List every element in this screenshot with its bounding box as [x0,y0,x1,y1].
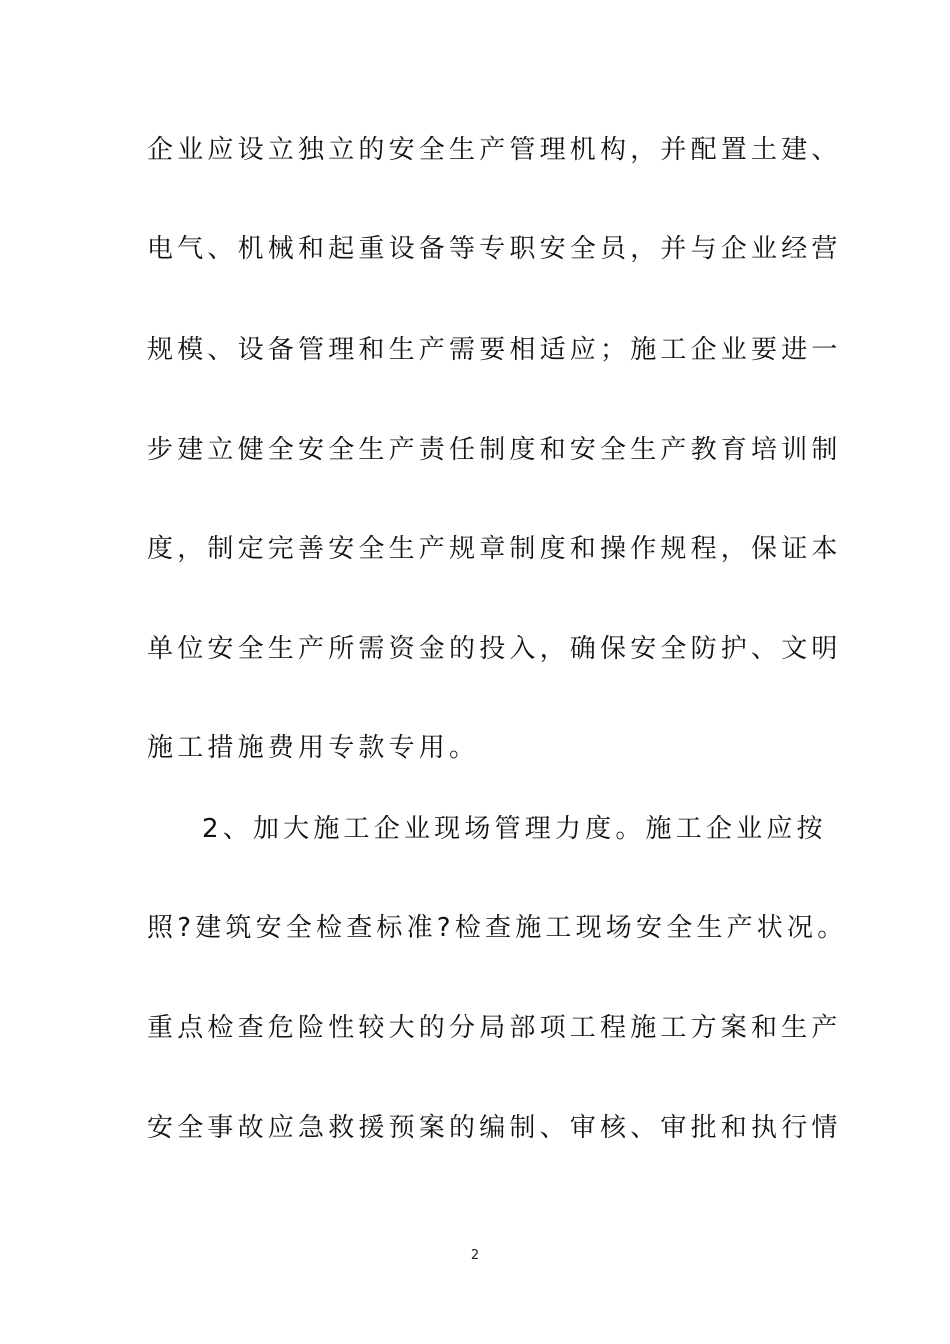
body-text-line: 施工措施费用专款专用。 [147,733,480,763]
body-text-line: 步建立健全安全生产责任制度和安全生产教育培训制 [147,435,842,465]
body-text-line: 安全事故应急救援预案的编制、审核、审批和执行情 [147,1113,842,1143]
page-number: 2 [470,1248,480,1263]
body-text-line: 电气、机械和起重设备等专职安全员，并与企业经营 [147,234,842,264]
body-text-line: 重点检查危险性较大的分局部项工程施工方案和生产 [147,1013,842,1043]
paragraph-start-line: 2、加大施工企业现场管理力度。施工企业应按 [202,814,827,844]
body-text-line: 企业应设立独立的安全生产管理机构，并配置土建、 [147,135,842,165]
body-text-line: 照?建筑安全检查标准?检查施工现场安全生产状况。 [147,913,848,943]
body-text-line: 度，制定完善安全生产规章制度和操作规程，保证本 [147,534,842,564]
body-text-line: 规模、设备管理和生产需要相适应；施工企业要进一 [147,335,842,365]
body-text-line: 单位安全生产所需资金的投入，确保安全防护、文明 [147,634,842,664]
